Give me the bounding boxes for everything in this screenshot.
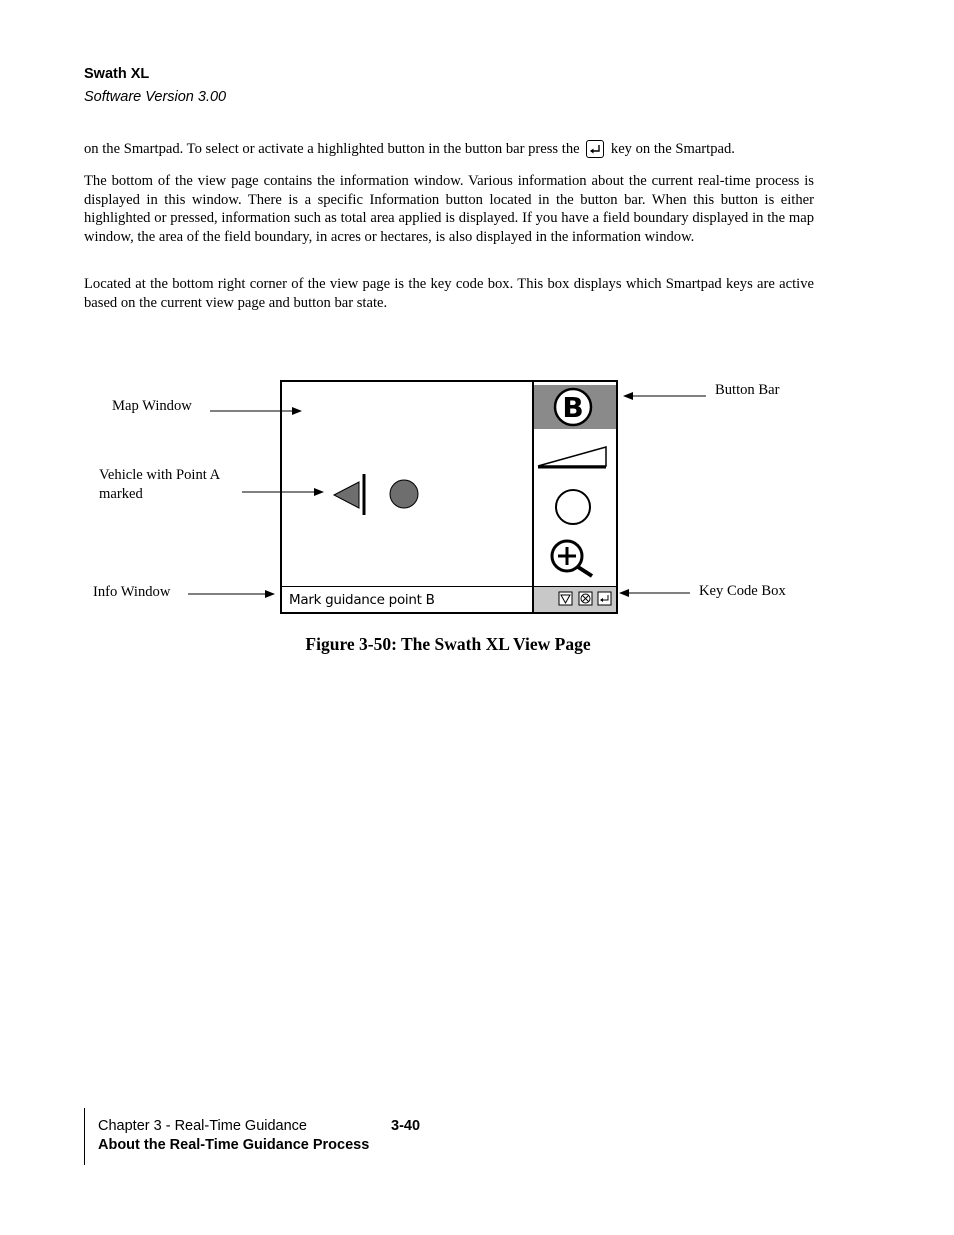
paragraph-text: on the Smartpad. To select or activate a highlighted button in the button bar press the	[84, 141, 580, 157]
footer-section: About the Real-Time Guidance Process	[98, 1137, 370, 1153]
running-header-version: Software Version 3.00	[84, 89, 227, 105]
callout-map-window: Map Window	[112, 398, 192, 414]
callout-info-window: Info Window	[93, 584, 171, 600]
paragraph-key-code-box: Located at the bottom right corner of the view page is the key code box. This box displays which Smartpad keys are active based on the current view page and button bar state.	[84, 276, 814, 311]
figure-caption: Figure 3-50: The Swath XL View Page	[305, 634, 591, 654]
paragraph-info-window: The bottom of the view page contains the information window. Various information about the current real-time process is displayed in this window. There is a specific Information button located in the button bar. When this button is either highlighted or pressed, information such as total area applied is displayed. If you have a field boundary displayed in the map window, the area of the field boundary, in acres or hectares, is also displayed in the information window.	[84, 173, 814, 245]
callout-key-code-box: Key Code Box	[699, 583, 786, 599]
paragraph-text: key on the Smartpad.	[610, 141, 735, 157]
running-header-title: Swath XL	[84, 66, 150, 82]
footer-chapter: Chapter 3 - Real-Time Guidance	[98, 1118, 307, 1134]
b-point-icon: B	[562, 391, 584, 424]
footer-rule	[84, 1108, 85, 1165]
callout-button-bar: Button Bar	[715, 382, 780, 398]
footer-page-number: 3-40	[391, 1118, 421, 1134]
callout-vehicle: Vehicle with Point A marked	[99, 467, 220, 502]
info-window-text: Mark guidance point B	[289, 592, 435, 608]
